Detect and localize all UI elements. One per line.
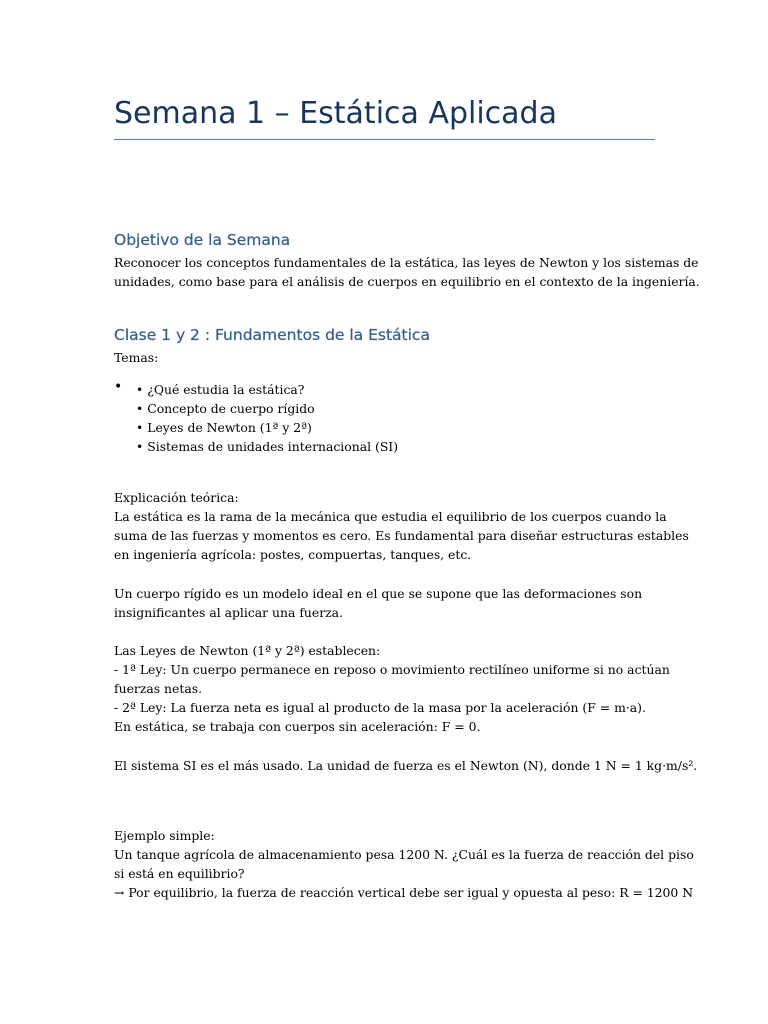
explicacion-p2-line-2: insignificantes al aplicar una fuerza. xyxy=(114,605,344,620)
list-item: • ¿Qué estudia la estática? xyxy=(136,382,305,397)
clase-heading: Clase 1 y 2 : Fundamentos de la Estática xyxy=(114,326,430,344)
explicacion-p3-line-5: En estática, se trabaja con cuerpos sin aceleración: F = 0. xyxy=(114,719,481,734)
explicacion-label: Explicación teórica: xyxy=(114,490,239,505)
ejemplo-line-3: → Por equilibrio, la fuerza de reacción vertical debe ser igual y opuesta al peso: R = 1200 N xyxy=(114,885,694,900)
explicacion-p3-line-4: - 2ª Ley: La fuerza neta es igual al producto de la masa por la aceleración (F = m·a). xyxy=(114,700,646,715)
ejemplo-line-2: si está en equilibrio? xyxy=(114,866,245,881)
objetivo-line-1: Reconocer los conceptos fundamentales de la estática, las leyes de Newton y los sistemas de xyxy=(114,255,699,270)
explicacion-p1-line-3: en ingeniería agrícola: postes, compuertas, tanques, etc. xyxy=(114,547,472,562)
explicacion-p4: El sistema SI es el más usado. La unidad de fuerza es el Newton (N), donde 1 N = 1 kg·m/s². xyxy=(114,758,698,773)
explicacion-p1-line-1: La estática es la rama de la mecánica que estudia el equilibrio de los cuerpos cuando la xyxy=(114,509,667,524)
objetivo-line-2: unidades, como base para el análisis de cuerpos en equilibrio en el contexto de la ingeniería. xyxy=(114,274,700,289)
objetivo-heading: Objetivo de la Semana xyxy=(114,231,291,249)
page-title: Semana 1 – Estática Aplicada xyxy=(114,96,557,131)
bullet-dot-icon: • xyxy=(114,379,123,395)
temas-label: Temas: xyxy=(114,350,159,365)
title-underline xyxy=(114,139,655,140)
ejemplo-line-1: Un tanque agrícola de almacenamiento pesa 1200 N. ¿Cuál es la fuerza de reacción del piso xyxy=(114,847,694,862)
list-item: • Concepto de cuerpo rígido xyxy=(136,401,315,416)
list-item: • Sistemas de unidades internacional (SI) xyxy=(136,439,399,454)
ejemplo-label: Ejemplo simple: xyxy=(114,828,215,843)
explicacion-p1-line-2: suma de las fuerzas y momentos es cero. Es fundamental para diseñar estructuras estables xyxy=(114,528,689,543)
explicacion-p3-line-1: Las Leyes de Newton (1ª y 2ª) establecen: xyxy=(114,643,381,658)
temas-list xyxy=(136,380,398,456)
list-item: • Leyes de Newton (1ª y 2ª) xyxy=(136,420,312,435)
explicacion-p3-line-3: fuerzas netas. xyxy=(114,681,203,696)
explicacion-p2-line-1: Un cuerpo rígido es un modelo ideal en el que se supone que las deformaciones son xyxy=(114,586,643,601)
explicacion-p3-line-2: - 1ª Ley: Un cuerpo permanece en reposo o movimiento rectilíneo uniforme si no actúan xyxy=(114,662,670,677)
